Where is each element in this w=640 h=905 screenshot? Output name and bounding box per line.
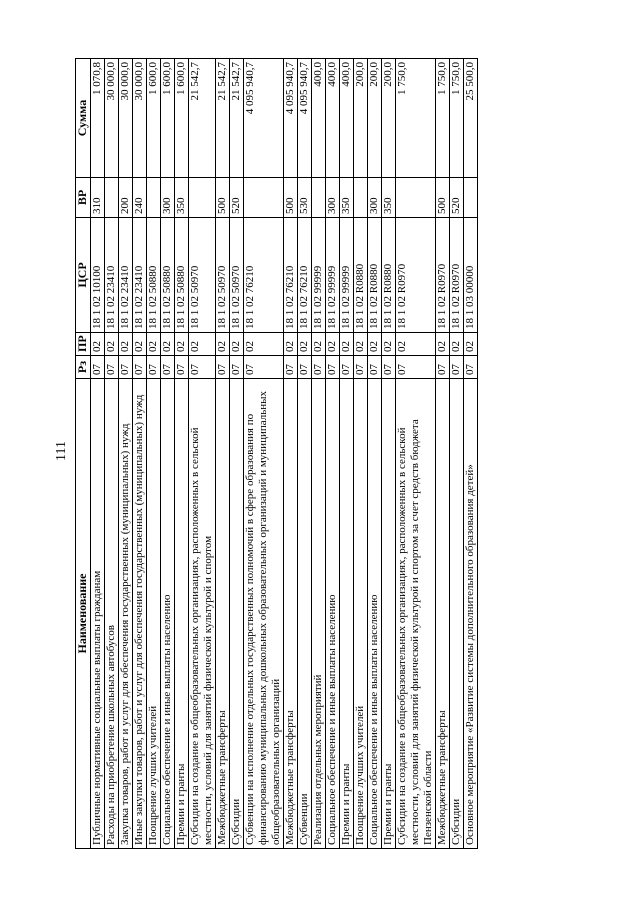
cell-csr: 18 1 02 99999 (312, 218, 326, 333)
table-row (450, 59, 464, 849)
cell-name: Межбюджетные трансферты (284, 379, 298, 849)
table-row (105, 59, 119, 849)
cell-csr: 18 1 02 76210 (244, 218, 284, 333)
table-row (368, 59, 382, 849)
cell-name: Субвенции на исполнение отдельных государственных полномочий в сфере образования по финансированию муниципальных дошкольных образовательных организаций и муниципальных общеобразовательных организаций (244, 379, 284, 849)
cell-sum: 30 000,0 (105, 59, 119, 178)
cell-rz: 07 (382, 356, 396, 379)
table-row (230, 59, 244, 849)
cell-csr: 18 1 02 23410 (119, 218, 133, 333)
cell-pr: 02 (175, 333, 189, 356)
cell-name: Закупка товаров, работ и услуг для обеспечения государственных (муниципальных) нужд (119, 379, 133, 849)
cell-pr: 02 (244, 333, 284, 356)
cell-rz: 07 (175, 356, 189, 379)
table-row (396, 59, 436, 849)
cell-csr: 18 1 02 23410 (133, 218, 147, 333)
cell-name: Социальное обеспечение и иные выплаты населению (368, 379, 382, 849)
cell-sum: 4 095 940,7 (284, 59, 298, 178)
cell-rz: 07 (340, 356, 354, 379)
cell-vr: 530 (298, 178, 312, 218)
cell-pr: 02 (326, 333, 340, 356)
budget-table (75, 58, 478, 849)
cell-csr: 18 1 03 00000 (464, 218, 478, 333)
cell-sum: 4 095 940,7 (298, 59, 312, 178)
cell-name: Субсидии (450, 379, 464, 849)
cell-name: Премии и гранты (340, 379, 354, 849)
table-row (354, 59, 368, 849)
cell-sum: 200,0 (382, 59, 396, 178)
cell-csr: 18 1 02 50880 (175, 218, 189, 333)
cell-pr: 02 (436, 333, 450, 356)
cell-csr: 18 1 02 50880 (161, 218, 175, 333)
table-row (119, 59, 133, 849)
cell-vr: 350 (340, 178, 354, 218)
cell-sum: 21 542,7 (230, 59, 244, 178)
cell-vr: 310 (91, 178, 105, 218)
cell-sum: 1 600,0 (161, 59, 175, 178)
cell-pr: 02 (396, 333, 436, 356)
header-sum: Сумма (76, 59, 91, 178)
cell-vr: 520 (230, 178, 244, 218)
cell-rz: 07 (298, 356, 312, 379)
cell-pr: 02 (284, 333, 298, 356)
cell-sum: 1 750,0 (450, 59, 464, 178)
cell-rz: 07 (436, 356, 450, 379)
cell-rz: 07 (312, 356, 326, 379)
cell-vr (464, 178, 478, 218)
cell-pr: 02 (91, 333, 105, 356)
cell-csr: 18 1 02 R0970 (436, 218, 450, 333)
table-row (436, 59, 450, 849)
cell-name: Социальное обеспечение и иные выплаты населению (326, 379, 340, 849)
cell-vr: 350 (382, 178, 396, 218)
cell-pr: 02 (354, 333, 368, 356)
cell-vr: 520 (450, 178, 464, 218)
cell-csr: 18 1 02 R0880 (382, 218, 396, 333)
cell-pr: 02 (119, 333, 133, 356)
cell-name: Расходы на приобретение школьных автобусов (105, 379, 119, 849)
cell-name: Межбюджетные трансферты (216, 379, 230, 849)
cell-sum: 400,0 (340, 59, 354, 178)
cell-csr: 18 1 02 R0880 (368, 218, 382, 333)
table-row (216, 59, 230, 849)
table-body (91, 59, 478, 849)
header-name: Наименование (76, 379, 91, 849)
cell-vr: 300 (326, 178, 340, 218)
cell-vr (105, 178, 119, 218)
cell-name: Иные закупки товаров, работ и услуг для обеспечения государственных (муниципальных) нужд (133, 379, 147, 849)
cell-csr: 18 1 02 R0970 (396, 218, 436, 333)
table-row (284, 59, 298, 849)
table-row (175, 59, 189, 849)
cell-rz: 07 (244, 356, 284, 379)
cell-rz: 07 (216, 356, 230, 379)
cell-pr: 02 (368, 333, 382, 356)
cell-rz: 07 (91, 356, 105, 379)
cell-name: Реализация отдельных мероприятий (312, 379, 326, 849)
cell-sum: 30 000,0 (133, 59, 147, 178)
cell-csr: 18 1 02 R0970 (450, 218, 464, 333)
cell-vr: 350 (175, 178, 189, 218)
table-row (464, 59, 478, 849)
cell-vr: 500 (216, 178, 230, 218)
cell-rz: 07 (161, 356, 175, 379)
cell-csr: 18 1 02 50970 (230, 218, 244, 333)
cell-pr: 02 (189, 333, 216, 356)
cell-csr: 18 1 02 50970 (189, 218, 216, 333)
cell-csr: 18 1 02 50880 (147, 218, 161, 333)
cell-sum: 30 000,0 (119, 59, 133, 178)
cell-pr: 02 (133, 333, 147, 356)
cell-pr: 02 (216, 333, 230, 356)
cell-sum: 21 542,7 (216, 59, 230, 178)
cell-name: Основное мероприятие «Развитие системы дополнительного образования детей» (464, 379, 478, 849)
cell-pr: 02 (298, 333, 312, 356)
cell-rz: 07 (284, 356, 298, 379)
cell-vr: 240 (133, 178, 147, 218)
cell-pr: 02 (105, 333, 119, 356)
cell-name: Поощрение лучших учителей (147, 379, 161, 849)
table-row (312, 59, 326, 849)
cell-vr: 200 (119, 178, 133, 218)
cell-sum: 21 542,7 (189, 59, 216, 178)
cell-pr: 02 (161, 333, 175, 356)
cell-pr: 02 (450, 333, 464, 356)
cell-pr: 02 (147, 333, 161, 356)
cell-sum: 400,0 (312, 59, 326, 178)
cell-vr (189, 178, 216, 218)
cell-name: Субсидии на создание в общеобразовательных организациях, расположенных в сельской местности, условий для занятий физической культурой и спортом за счет средств бюджета Пензенской области (396, 379, 436, 849)
cell-csr: 18 1 02 99999 (340, 218, 354, 333)
table-row (244, 59, 284, 849)
cell-csr: 18 1 02 99999 (326, 218, 340, 333)
table-row (382, 59, 396, 849)
cell-vr (396, 178, 436, 218)
cell-rz: 07 (450, 356, 464, 379)
cell-pr: 02 (464, 333, 478, 356)
cell-rz: 07 (189, 356, 216, 379)
cell-csr: 18 1 02 76210 (284, 218, 298, 333)
cell-sum: 1 600,0 (175, 59, 189, 178)
cell-csr: 18 1 02 23410 (105, 218, 119, 333)
table-row (340, 59, 354, 849)
cell-rz: 07 (119, 356, 133, 379)
cell-pr: 02 (382, 333, 396, 356)
table-row (298, 59, 312, 849)
cell-sum: 1 070,8 (91, 59, 105, 178)
table-row (189, 59, 216, 849)
cell-rz: 07 (396, 356, 436, 379)
cell-rz: 07 (133, 356, 147, 379)
cell-csr: 18 1 02 50970 (216, 218, 230, 333)
table-header-row (76, 59, 91, 849)
page-number: 111 (54, 441, 69, 461)
header-rz: Рз (76, 356, 91, 379)
cell-name: Социальное обеспечение и иные выплаты населению (161, 379, 175, 849)
cell-rz: 07 (105, 356, 119, 379)
cell-rz: 07 (368, 356, 382, 379)
table-row (147, 59, 161, 849)
header-vr: ВР (76, 178, 91, 218)
cell-vr (147, 178, 161, 218)
cell-name: Межбюджетные трансферты (436, 379, 450, 849)
cell-csr: 18 1 02 76210 (298, 218, 312, 333)
table-row (161, 59, 175, 849)
cell-sum: 4 095 940,7 (244, 59, 284, 178)
cell-vr: 300 (161, 178, 175, 218)
cell-pr: 02 (230, 333, 244, 356)
cell-rz: 07 (326, 356, 340, 379)
cell-name: Премии и гранты (175, 379, 189, 849)
cell-sum: 1 600,0 (147, 59, 161, 178)
cell-sum: 1 750,0 (396, 59, 436, 178)
cell-sum: 200,0 (354, 59, 368, 178)
cell-sum: 200,0 (368, 59, 382, 178)
cell-name: Публичные нормативные социальные выплаты гражданам (91, 379, 105, 849)
cell-sum: 25 500,0 (464, 59, 478, 178)
cell-vr (244, 178, 284, 218)
cell-rz: 07 (230, 356, 244, 379)
cell-pr: 02 (312, 333, 326, 356)
cell-rz: 07 (354, 356, 368, 379)
cell-vr: 500 (436, 178, 450, 218)
cell-rz: 07 (464, 356, 478, 379)
cell-name: Субсидии на создание в общеобразовательных организациях, расположенных в сельской местности, условий для занятий физической культурой и спортом (189, 379, 216, 849)
cell-vr: 500 (284, 178, 298, 218)
cell-sum: 1 750,0 (436, 59, 450, 178)
cell-csr: 18 1 02 R0880 (354, 218, 368, 333)
cell-sum: 400,0 (326, 59, 340, 178)
cell-vr (354, 178, 368, 218)
table-row (91, 59, 105, 849)
header-pr: ПР (76, 333, 91, 356)
cell-vr: 300 (368, 178, 382, 218)
cell-name: Субвенции (298, 379, 312, 849)
budget-table-container (75, 59, 605, 849)
table-row (133, 59, 147, 849)
cell-vr (312, 178, 326, 218)
cell-csr: 18 1 02 10100 (91, 218, 105, 333)
table-row (326, 59, 340, 849)
cell-name: Поощрение лучших учителей (354, 379, 368, 849)
header-csr: ЦСР (76, 218, 91, 333)
cell-name: Субсидии (230, 379, 244, 849)
cell-name: Премии и гранты (382, 379, 396, 849)
cell-rz: 07 (147, 356, 161, 379)
cell-pr: 02 (340, 333, 354, 356)
